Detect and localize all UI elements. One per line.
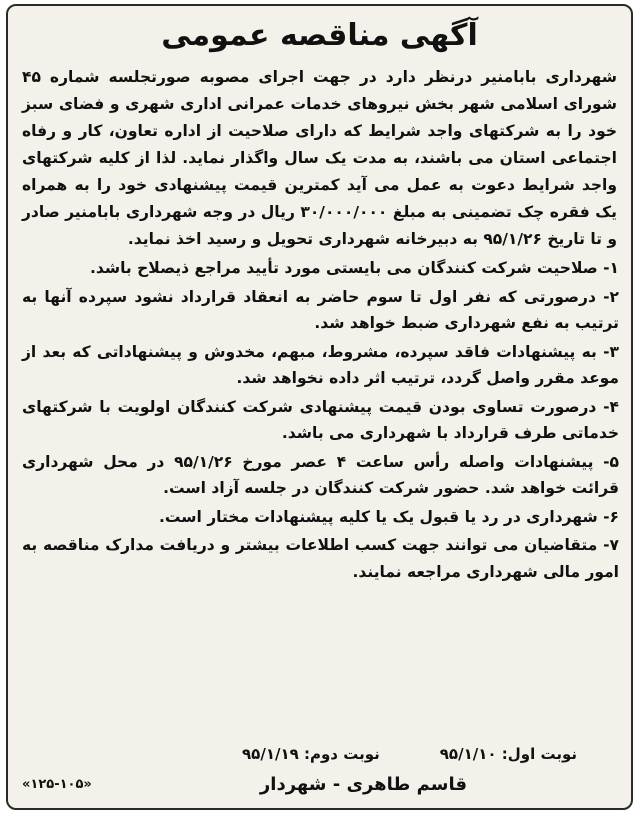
notice-title: آگهی مناقصه عمومی bbox=[161, 18, 478, 53]
notice-footer bbox=[8, 742, 631, 798]
notice-intro-paragraph: شهرداری بابامنیر درنظر دارد در جهت اجرای مصوبه صورتجلسه شماره ۴۵ شورای اسلامی شهر بخش نیروهای خدمات عمرانی اداری شهری و فضای سبز خود را به شرکتهای واجد شرایط که دارای صلاحیت از اداره تعاون، کار و رفاه اجتماعی استان می باشند، به مدت یک سال واگذار نماید. لذا از کلیه شرکتهای واجد شرایط دعوت به عمل می آید کمترین قیمت پیشنهادی خود را به همراه یک فقره چک تضمینی به مبلغ ۳۰/۰۰۰/۰۰۰ ریال در وجه شهرداری بابامنیر صادر و تا تاریخ ۹۵/۱/۲۶ به دبیرخانه شهرداری تحویل و رسید اخذ نماید. bbox=[22, 68, 617, 248]
notice-code: «۱۲۵-۱۰۵» bbox=[22, 777, 92, 792]
condition-item: ۴- درصورت تساوی بودن قیمت پیشنهادی شرکت کنندگان اولویت با شرکتهای خدماتی طرف قرارداد با شهرداری می باشد. bbox=[22, 397, 619, 442]
second-round-date: نوبت دوم: ۹۵/۱/۱۹ bbox=[242, 745, 380, 763]
condition-item: ۷- متقاضیان می توانند جهت کسب اطلاعات بیشتر و دریافت مدارک مناقصه به امور مالی شهرداری مراجعه نمایند. bbox=[22, 536, 619, 581]
first-round-date: نوبت اول: ۹۵/۱/۱۰ bbox=[439, 745, 577, 763]
publication-rounds bbox=[22, 742, 617, 766]
condition-item: ۳- به پیشنهادات فاقد سپرده، مشروط، مبهم، مخدوش و پیشنهاداتی که بعد از موعد مقرر واصل گردد، ترتیب اثر داده نخواهد شد. bbox=[22, 342, 619, 387]
conditions-list bbox=[8, 253, 631, 585]
condition-item: ۵- پیشنهادات واصله رأس ساعت ۴ عصر مورخ ۹۵/۱/۲۶ در محل شهرداری قرائت خواهد شد. حضور شرکت کنندگان در جلسه آزاد است. bbox=[22, 452, 619, 497]
condition-item: ۶- شهرداری در رد یا قبول یک یا کلیه پیشنهادات مختار است. bbox=[158, 507, 619, 526]
condition-item: ۱- صلاحیت شرکت کنندگان می بایستی مورد تأیید مراجع ذیصلاح باشد. bbox=[90, 259, 619, 277]
signer-name: قاسم طاهری - شهردار bbox=[259, 774, 467, 795]
tender-notice bbox=[6, 4, 633, 810]
signature-row bbox=[22, 772, 617, 798]
condition-item: ۲- درصورتی که نفر اول تا سوم حاضر به انعقاد قرارداد نشود سپرده آنها به ترتیب به نفع شهرداری ضبط خواهد شد. bbox=[22, 287, 619, 332]
